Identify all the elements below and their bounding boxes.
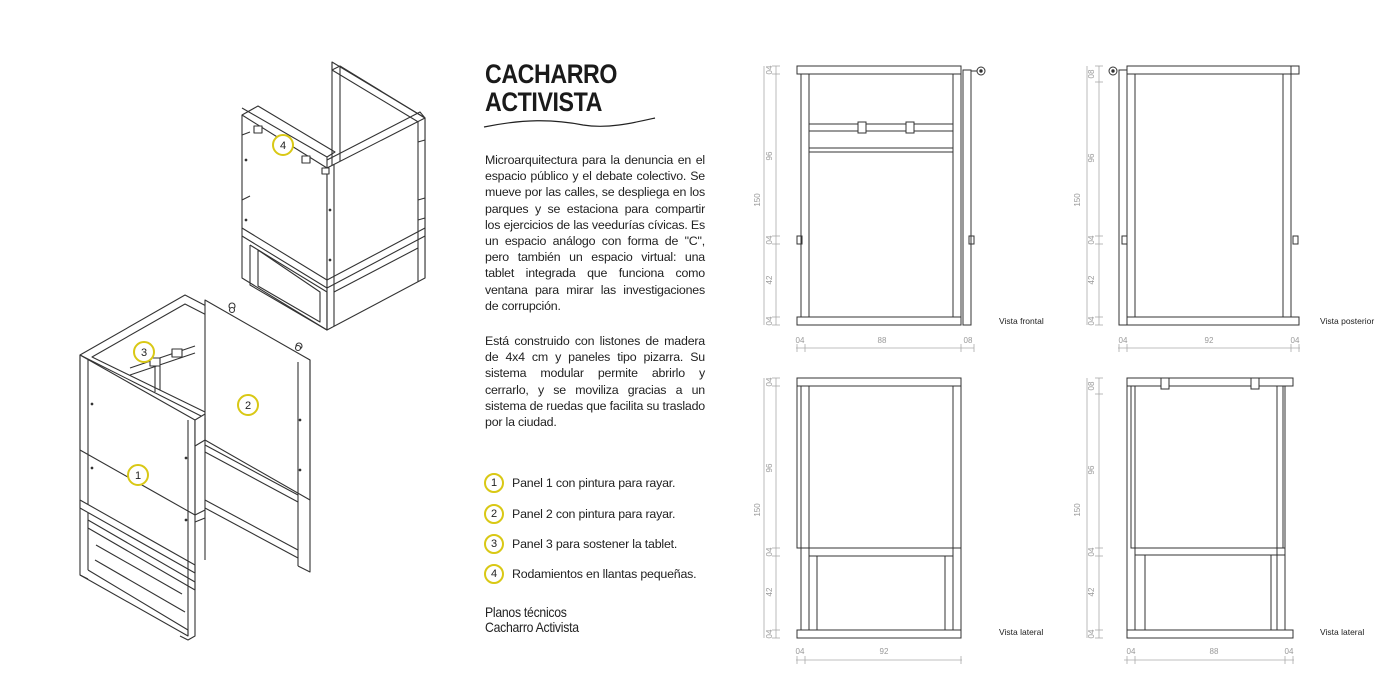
- back-view-drawing: [1109, 66, 1299, 325]
- axon-label-1: [128, 465, 148, 485]
- back-dim-v4: 42: [1087, 275, 1096, 285]
- technical-drawings: [740, 50, 1380, 680]
- title-underline-swoosh: [483, 115, 658, 131]
- legend-item-4: [484, 563, 696, 585]
- side1-view-label: Vista lateral: [999, 627, 1044, 637]
- description-paragraph-2: Está construido con listones de madera de 4x4 cm y paneles tipo pizarra. Su sistema modular permite abrirlo y cerrarlo, y se moviliza gracias a un sistema de ruedas que facilita su traslado por la ciudad.: [485, 334, 705, 430]
- front-dim-h3: 08: [963, 336, 973, 345]
- back-dim-h3: 04: [1290, 336, 1300, 345]
- back-dim-v1: 08: [1087, 69, 1096, 79]
- axonometric-drawing: [60, 50, 460, 650]
- legend-number-4: 4: [484, 564, 504, 584]
- side2-dim-h3: 04: [1284, 647, 1294, 656]
- front-dim-v5: 04: [765, 316, 774, 326]
- front-total-dim: 150: [753, 193, 762, 207]
- side2-dim-h2: 88: [1209, 647, 1219, 656]
- footer-line-1: Planos técnicos: [485, 605, 567, 620]
- front-view-label: Vista frontal: [999, 316, 1044, 326]
- front-dim-h2: 88: [877, 336, 887, 345]
- legend-item-1: [484, 472, 675, 494]
- side2-view-label: Vista lateral: [1320, 627, 1365, 637]
- title-line-1: CACHARRO: [485, 59, 618, 89]
- back-dim-v5: 04: [1087, 316, 1096, 326]
- description-paragraph-1: Microarquitectura para la denuncia en el espacio público y el debate colectivo. Se mueve por las calles, se despliega en los parques y se estaciona para compartir los ejercicios de las veedurías cívicas. Es un espacio análogo con forma de "C", pero también un espacio virtual: una tablet integrada que funciona como ventana para mirar las investigaciones de corrupción.: [485, 153, 705, 313]
- side1-dim-v4: 42: [765, 587, 774, 597]
- side1-dim-v3: 04: [765, 547, 774, 557]
- side1-dim-h1: 04: [795, 647, 805, 656]
- side2-dim-v5: 04: [1087, 629, 1096, 639]
- side2-dim-h1: 04: [1126, 647, 1136, 656]
- svg-text:2: 2: [244, 400, 252, 412]
- axon-label-2: [238, 395, 258, 415]
- back-view-label: Vista posterior: [1320, 316, 1375, 326]
- legend-item-3: [484, 533, 677, 555]
- legend-text-1: Panel 1 con pintura para rayar.: [512, 476, 676, 490]
- back-dim-h1: 04: [1118, 336, 1128, 345]
- axon-label-4: [273, 135, 293, 155]
- legend-text-3: Panel 3 para sostener la tablet.: [512, 537, 678, 551]
- side-view-2-drawing: [1127, 378, 1293, 638]
- footer-caption: [485, 605, 579, 635]
- front-dim-v2: 96: [765, 151, 774, 161]
- front-dim-v1: 04: [765, 65, 774, 75]
- side2-dim-v3: 04: [1087, 547, 1096, 557]
- side1-dim-h2: 92: [879, 647, 889, 656]
- side1-dim-v1: 04: [765, 377, 774, 387]
- side1-dim-v5: 04: [765, 629, 774, 639]
- side1-total-dim: 150: [753, 503, 762, 517]
- axon-label-3: [134, 342, 154, 362]
- side2-total-dim: 150: [1073, 503, 1082, 517]
- svg-text:3: 3: [140, 347, 148, 359]
- front-dim-v3: 04: [765, 235, 774, 245]
- front-dim-v4: 42: [765, 275, 774, 285]
- side2-dim-v2: 96: [1087, 465, 1096, 475]
- legend-number-1: 1: [484, 473, 504, 493]
- side2-dim-v4: 42: [1087, 587, 1096, 597]
- side1-dim-v2: 96: [765, 463, 774, 473]
- page-title: [485, 60, 617, 116]
- legend-number-2: 2: [484, 504, 504, 524]
- svg-text:4: 4: [279, 140, 287, 152]
- back-dim-h2: 92: [1204, 336, 1214, 345]
- back-dim-v3: 04: [1087, 235, 1096, 245]
- title-line-2: ACTIVISTA: [485, 87, 602, 117]
- svg-text:1: 1: [134, 470, 142, 482]
- side-view-1-drawing: [797, 378, 961, 638]
- legend-text-4: Rodamientos en llantas pequeñas.: [512, 567, 697, 581]
- footer-line-2: Cacharro Activista: [485, 620, 579, 635]
- legend-item-2: [484, 503, 675, 525]
- front-view-drawing: [797, 66, 985, 325]
- legend-text-2: Panel 2 con pintura para rayar.: [512, 507, 676, 521]
- front-dim-h1: 04: [795, 336, 805, 345]
- back-dim-v2: 96: [1087, 153, 1096, 163]
- back-total-dim: 150: [1073, 193, 1082, 207]
- side2-dim-v1: 08: [1087, 381, 1096, 391]
- legend-number-3: 3: [484, 534, 504, 554]
